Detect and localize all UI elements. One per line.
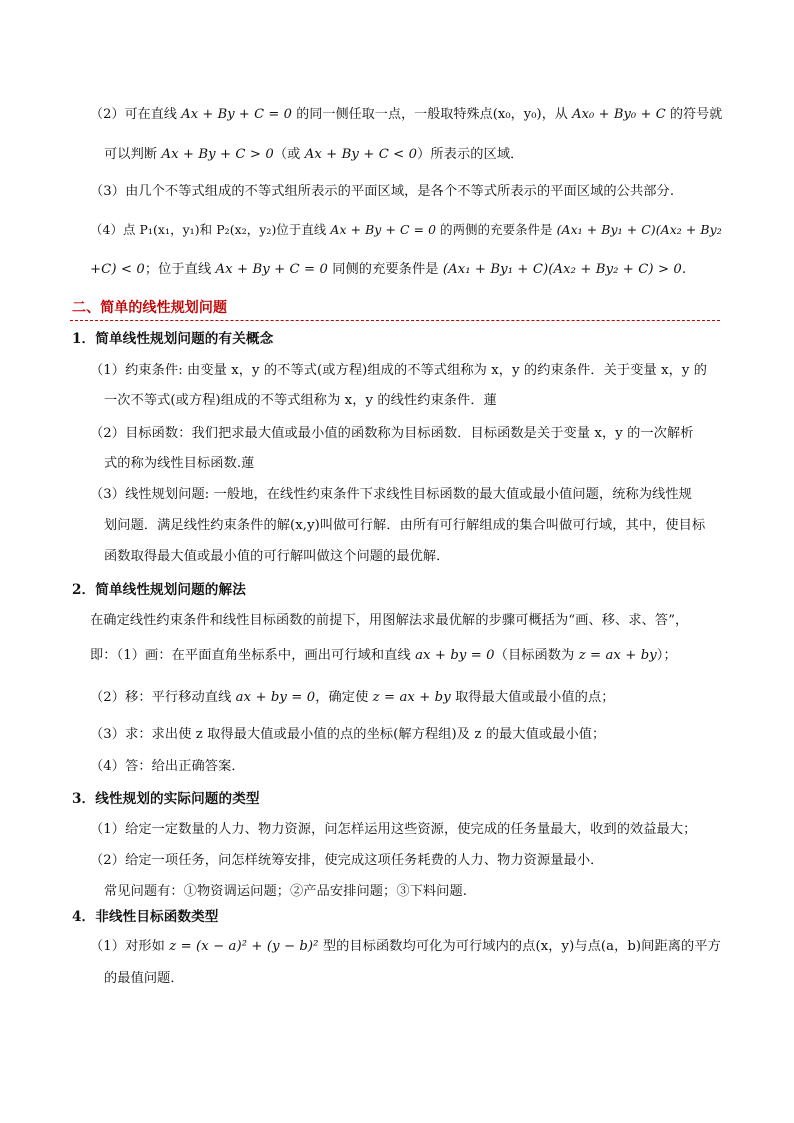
text-line: （3）由几个不等式组成的不等式组所表示的平面区域，是各个不等式所表示的平面区域的公共部分. xyxy=(90,184,675,199)
text-line: （2）给定一项任务，问怎样统筹安排，使完成这项任务耗费的人力、物力资源量最小． xyxy=(90,853,604,868)
subsection-heading: 1．简单线性规划问题的有关概念 xyxy=(72,331,274,347)
text-line: （2）可在直线 Ax + By + C = 0 的同一侧任取一点，一般取特殊点(x₀，y₀)，从 Ax₀ + By₀ + C 的符号就 xyxy=(90,107,723,122)
text-line: 式的称为线性目标函数.蓮 xyxy=(104,456,255,471)
subsection-heading: 2．简单线性规划问题的解法 xyxy=(72,582,246,598)
text-line: （4）点 P₁(x₁，y₁)和 P₂(x₂，y₂)位于直线 Ax + By + C = 0 的两侧的充要条件是 (Ax₁ + By₁ + C)(Ax₂ + By₂ xyxy=(90,222,722,237)
text-line: 一次不等式(或方程)组成的不等式组称为 x，y 的线性约束条件．蓮 xyxy=(104,393,497,408)
text-line: （1）约束条件: 由变量 x，y 的不等式(或方程)组成的不等式组称为 x，y 的约束条件．关于变量 x，y 的 xyxy=(90,363,708,378)
text-line: （2）目标函数：我们把求最大值或最小值的函数称为目标函数．目标函数是关于变量 x，y 的一次解析 xyxy=(90,426,694,441)
subsection-heading: 4．非线性目标函数类型 xyxy=(72,909,219,925)
text-line: （3）求：求出使 z 取得最大值或最小值的点的坐标(解方程组)及 z 的最大值或最小值； xyxy=(90,727,606,742)
text-line: 的最值问题． xyxy=(104,971,184,986)
text-line: （1）给定一定数量的人力、物力资源，问怎样运用这些资源，使完成的任务量最大，收到的效益最大； xyxy=(90,822,697,837)
text-line: （1）对形如 z = (x − a)² + (y − b)² 型的目标函数均可化为可行域内的点(x，y)与点(a，b)间距离的平方 xyxy=(90,939,721,954)
text-line: 即：（1）画：在平面直角坐标系中，画出可行域和直线 ax + by = 0（目标函数为 z = ax + by）； xyxy=(90,648,677,663)
text-line: （2）移：平行移动直线 ax + by = 0，确定使 z = ax + by 取得最大值或最小值的点； xyxy=(90,690,615,705)
text-line: 函数取得最大值或最小值的可行解叫做这个问题的最优解． xyxy=(104,549,450,564)
text-line: 可以判断 Ax + By + C > 0（或 Ax + By + C < 0）所表示的区域． xyxy=(104,147,524,162)
subsection-heading: 3．线性规划的实际问题的类型 xyxy=(72,791,260,807)
text-line: 在确定线性约束条件和线性目标函数的前提下，用图解法求最优解的步骤可概括为“画、移、求、答”， xyxy=(90,613,689,628)
text-line: （4）答：给出正确答案． xyxy=(90,759,245,774)
text-line: +C) < 0；位于直线 Ax + By + C = 0 同侧的充要条件是 (Ax₁ + By₁ + C)(Ax₂ + By₂ + C) > 0. xyxy=(90,262,687,277)
text-line: 常见问题有：①物资调运问题；②产品安排问题；③下料问题. xyxy=(104,884,468,899)
text-line: （3）线性规划问题: 一般地，在线性约束条件下求线性目标函数的最大值或最小值问题，统称为线性规 xyxy=(90,487,692,502)
text-line: 划问题．满足线性约束条件的解(x,y)叫做可行解．由所有可行解组成的集合叫做可行域，其中，使目标 xyxy=(104,518,706,533)
section-divider xyxy=(70,320,720,321)
section-heading: 二、简单的线性规划问题 xyxy=(72,300,228,316)
